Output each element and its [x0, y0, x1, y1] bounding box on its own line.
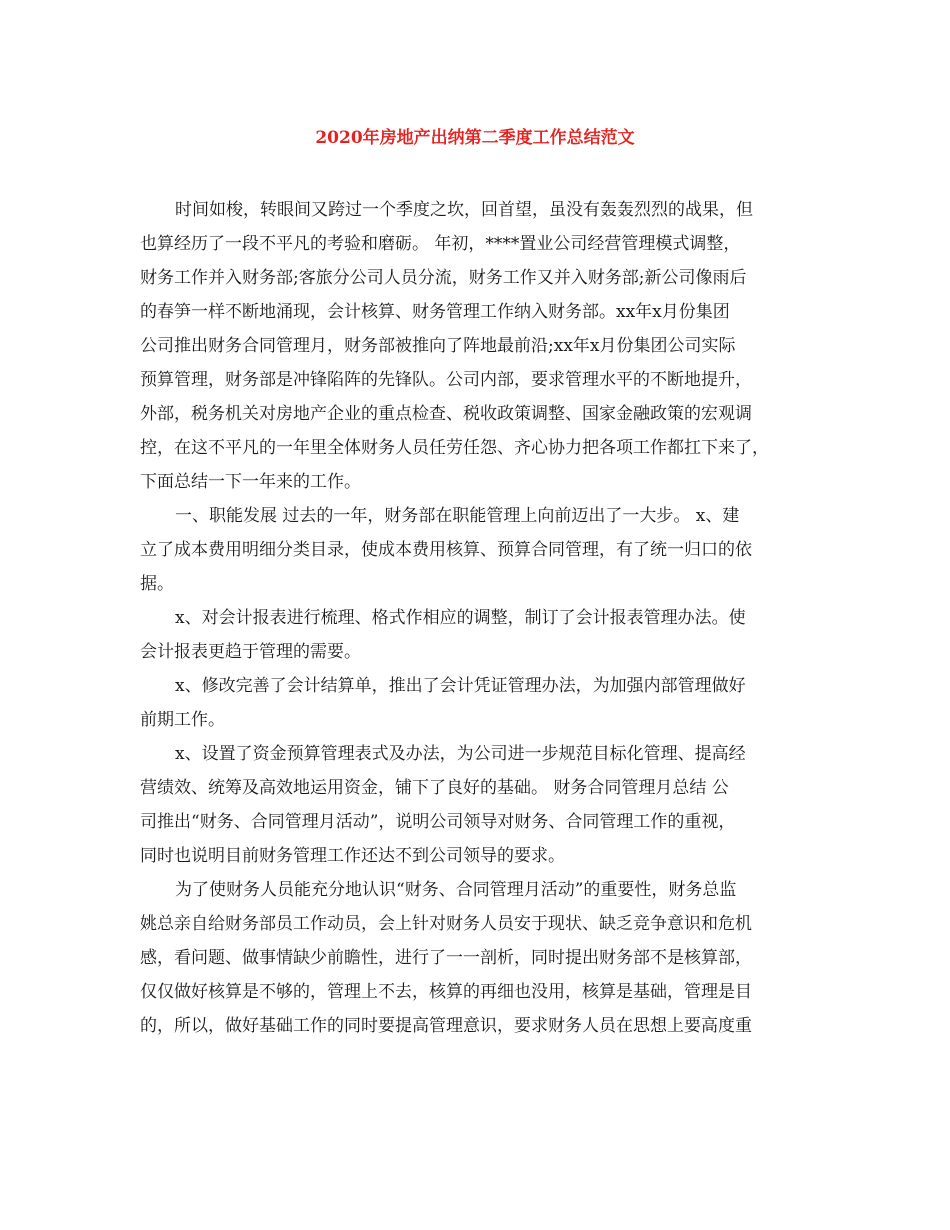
document-body	[140, 193, 820, 1043]
paragraph-line: 姚总亲自给财务部员工作动员，会上针对财务人员安于现状、缺乏竞争意识和危机	[140, 914, 752, 934]
paragraph	[140, 193, 820, 499]
paragraph-line: 感，看问题、做事情缺少前瞻性，进行了一一剖析，同时提出财务部不是核算部，	[140, 948, 752, 968]
paragraph-line: 也算经历了一段不平凡的考验和磨砺。 年初，****置业公司经营管理模式调整，	[140, 234, 741, 254]
paragraph	[140, 737, 820, 873]
paragraph-line: 时间如梭，转眼间又跨过一个季度之坎，回首望，虽没有轰轰烈烈的战果，但	[175, 200, 753, 220]
paragraph-line: 同时也说明目前财务管理工作还达不到公司领导的要求。	[140, 846, 565, 866]
paragraph-line: 控，在这不平凡的一年里全体财务人员任劳任怨、齐心协力把各项工作都扛下来了，	[140, 438, 769, 458]
paragraph-line: 外部，税务机关对房地产企业的重点检查、税收政策调整、国家金融政策的宏观调	[140, 404, 752, 424]
paragraph-line: 立了成本费用明细分类目录，使成本费用核算、预算合同管理，有了统一归口的依	[140, 540, 752, 560]
paragraph	[140, 873, 820, 1043]
paragraph-line: 司推出“财务、合同管理月活动”，说明公司领导对财务、合同管理工作的重视，	[140, 812, 736, 832]
paragraph-line: 的春笋一样不断地涌现，会计核算、财务管理工作纳入财务部。xx年x月份集团	[140, 302, 730, 322]
paragraph-line: x、修改完善了会计结算单，推出了会计凭证管理办法，为加强内部管理做好	[175, 676, 746, 696]
paragraph	[140, 669, 820, 737]
paragraph-line: 下面总结一下一年来的工作。	[140, 472, 361, 492]
paragraph-line: 据。	[140, 574, 174, 594]
paragraph-line: 的，所以，做好基础工作的同时要提高管理意识，要求财务人员在思想上要高度重	[140, 1016, 752, 1036]
paragraph-line: 前期工作。	[140, 710, 225, 730]
paragraph-line: 公司推出财务合同管理月，财务部被推向了阵地最前沿;xx年x月份集团公司实际	[140, 336, 736, 356]
paragraph-line: 一、职能发展 过去的一年，财务部在职能管理上向前迈出了一大步。 x、建	[175, 506, 740, 526]
paragraph-line: 为了使财务人员能充分地认识“财务、合同管理月活动”的重要性，财务总监	[175, 880, 737, 900]
paragraph-line: x、对会计报表进行梳理、格式作相应的调整，制订了会计报表管理办法。使	[175, 608, 746, 628]
document-title: 2020年房地产出纳第二季度工作总结范文	[315, 128, 635, 148]
paragraph-line: 仅仅做好核算是不够的，管理上不去，核算的再细也没用，核算是基础，管理是目	[140, 982, 752, 1002]
paragraph	[140, 499, 820, 601]
paragraph-line: 营绩效、统筹及高效地运用资金，铺下了良好的基础。 财务合同管理月总结 公	[140, 778, 729, 798]
paragraph-line: 预算管理，财务部是冲锋陷阵的先锋队。公司内部，要求管理水平的不断地提升，	[140, 370, 752, 390]
paragraph-line: 财务工作并入财务部;客旅分公司人员分流，财务工作又并入财务部;新公司像雨后	[140, 268, 747, 288]
paragraph	[140, 601, 820, 669]
paragraph-line: 会计报表更趋于管理的需要。	[140, 642, 361, 662]
paragraph-line: x、设置了资金预算管理表式及办法，为公司进一步规范目标化管理、提高经	[175, 744, 746, 764]
